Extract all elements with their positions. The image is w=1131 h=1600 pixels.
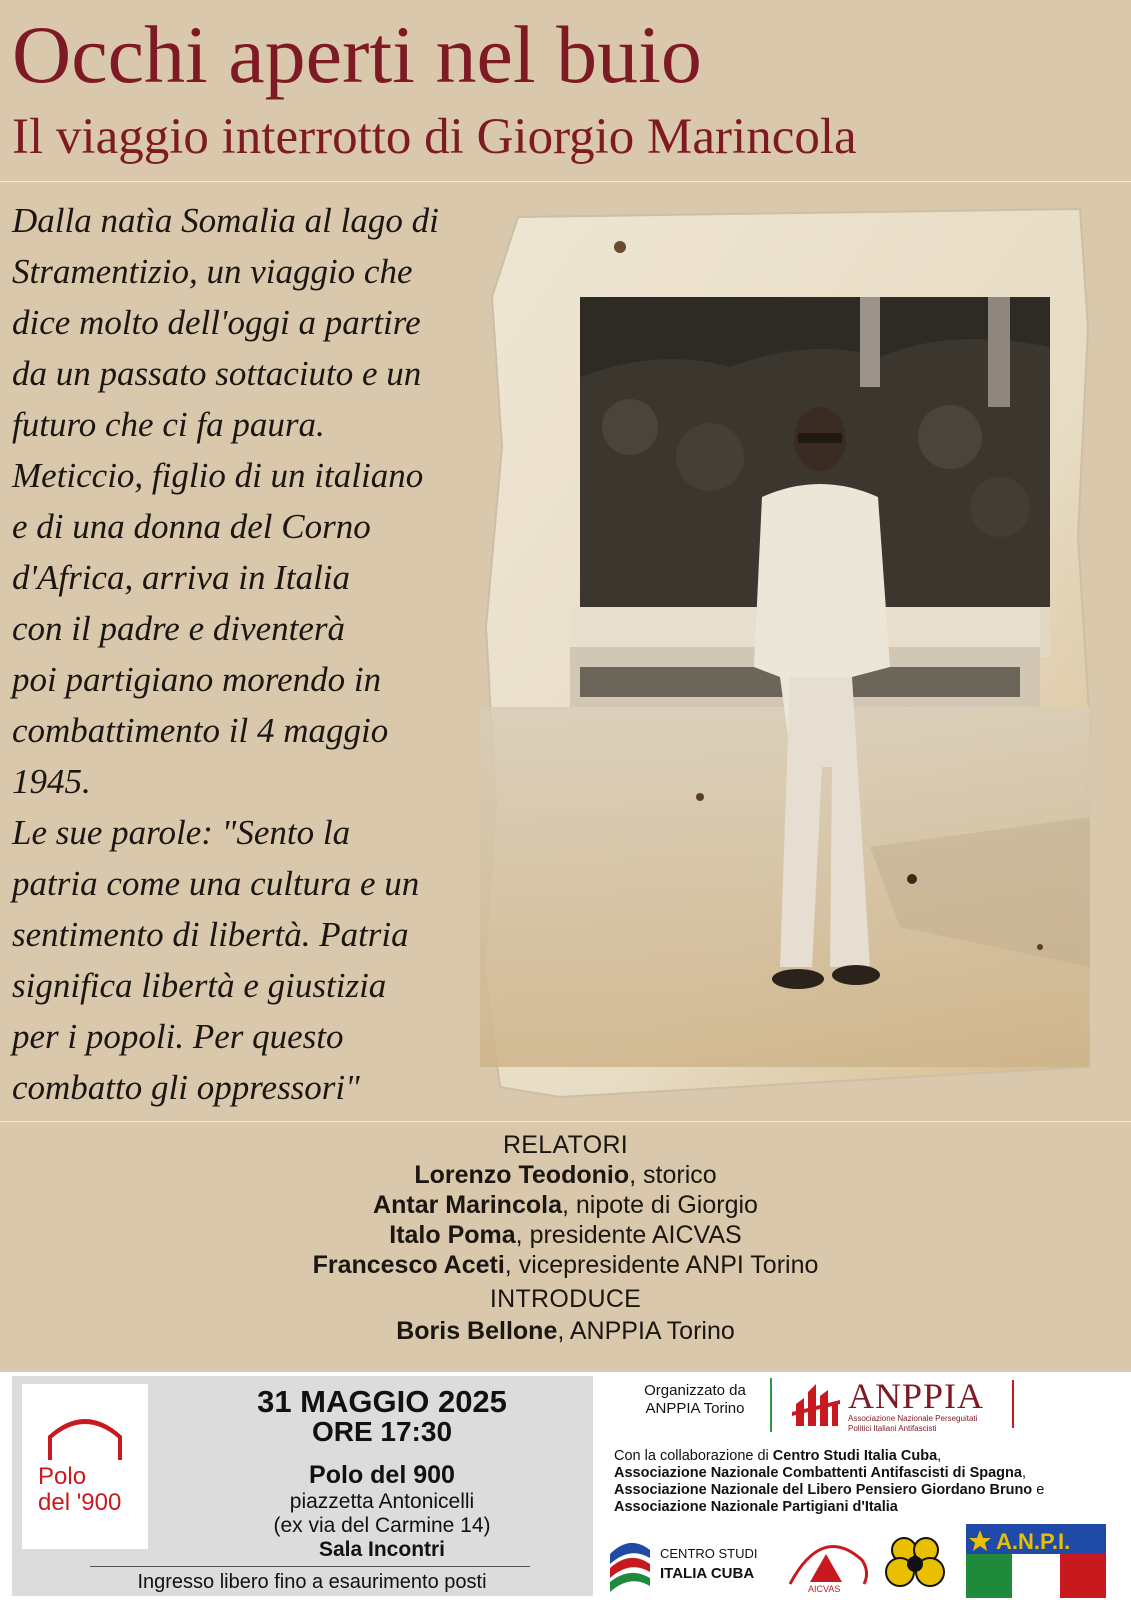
speaker-role: , nipote di Giorgio bbox=[561, 1191, 758, 1219]
aicvas-logo-text: AICVAS bbox=[808, 1584, 841, 1594]
collab-conj: e bbox=[1032, 1482, 1045, 1498]
anppia-logo-subtitle bbox=[848, 1414, 977, 1434]
poster-header bbox=[0, 0, 1131, 182]
event-info-panel bbox=[12, 1376, 593, 1596]
speaker-name: Francesco Aceti bbox=[312, 1251, 505, 1279]
intro-entry bbox=[0, 1316, 1131, 1346]
story-line: per i popoli. Per questo bbox=[12, 1017, 344, 1056]
story-line: combattimento il 4 maggio bbox=[12, 711, 389, 750]
story-line: poi partigiano morendo in bbox=[12, 660, 382, 699]
speaker-entry bbox=[0, 1160, 1131, 1190]
polo-logo-line2: del '900 bbox=[38, 1489, 122, 1516]
speaker-name: Italo Poma bbox=[389, 1221, 516, 1249]
pansy-logo bbox=[886, 1538, 944, 1586]
organizer-label-line2: ANPPIA Torino bbox=[645, 1400, 745, 1417]
cuba-logo-line1: CENTRO STUDI bbox=[660, 1546, 758, 1561]
story-line: Meticcio, figlio di un italiano bbox=[12, 456, 424, 495]
polo-arch-icon bbox=[48, 1416, 122, 1460]
speaker-role: , presidente AICVAS bbox=[515, 1221, 742, 1249]
event-time: ORE 17:30 bbox=[311, 1416, 453, 1447]
speaker-role: , storico bbox=[629, 1161, 717, 1189]
entry-note: Ingresso libero fino a esaurimento posti bbox=[137, 1571, 487, 1593]
event-venue: Polo del 900 bbox=[309, 1461, 455, 1489]
footer-section bbox=[0, 1372, 1131, 1600]
divider bbox=[770, 1378, 772, 1432]
story-line: combatto gli oppressori" bbox=[12, 1068, 360, 1107]
anpi-logo bbox=[966, 1524, 1106, 1598]
story-line: da un passato sottaciuto e un bbox=[12, 354, 422, 393]
speaker-entry bbox=[0, 1190, 1131, 1220]
event-address-note: (ex via del Carmine 14) bbox=[273, 1514, 491, 1537]
vintage-portrait-photo bbox=[480, 207, 1104, 1105]
story-line: dice molto dell'oggi a partire bbox=[12, 303, 421, 342]
organizer-label-line1: Organizzato da bbox=[644, 1382, 746, 1399]
polo-logo-text bbox=[38, 1464, 121, 1516]
partner-logos bbox=[600, 1524, 1125, 1598]
story-line: Stramentizio, un viaggio che bbox=[12, 252, 413, 291]
speaker-name: Antar Marincola bbox=[373, 1191, 562, 1219]
speaker-entry bbox=[0, 1220, 1131, 1250]
speaker-entry bbox=[0, 1250, 1131, 1280]
collab-org: Associazione Nazionale Combattenti Antifascisti di Spagna bbox=[614, 1465, 1022, 1481]
organizer-label bbox=[630, 1382, 760, 1418]
divider bbox=[1012, 1380, 1014, 1428]
anppia-logo-sub1: Associazione Nazionale Perseguitati bbox=[848, 1414, 978, 1423]
event-room: Sala Incontri bbox=[318, 1538, 446, 1561]
anppia-emblem-icon bbox=[790, 1378, 842, 1430]
anppia-logo-name: ANPPIA bbox=[848, 1376, 985, 1416]
intro-heading: INTRODUCE bbox=[489, 1285, 642, 1313]
story-line: futuro che ci fa paura. bbox=[12, 405, 325, 444]
story-text bbox=[12, 195, 482, 1113]
collab-org: Associazione Nazionale del Libero Pensiero Giordano Bruno bbox=[614, 1482, 1033, 1498]
story-line: Dalla natìa Somalia al lago di bbox=[12, 201, 439, 240]
collab-intro: Con la collaborazione di bbox=[614, 1448, 773, 1464]
divider bbox=[90, 1566, 530, 1567]
speaker-role: , vicepresidente ANPI Torino bbox=[504, 1251, 819, 1279]
anppia-logo bbox=[790, 1376, 1020, 1434]
event-address: piazzetta Antonicelli bbox=[289, 1490, 475, 1513]
polo-logo-line1: Polo bbox=[38, 1463, 87, 1490]
intro-role: , ANPPIA Torino bbox=[557, 1317, 735, 1345]
event-date: 31 MAGGIO 2025 bbox=[257, 1384, 507, 1419]
anppia-logo-sub2: Politici Italiani Antifascisti bbox=[848, 1424, 937, 1433]
collaboration-text: Con la collaborazione di Centro Studi Italia Cuba, Associazione Nazionale Combattenti Antifascisti di Spagna, Associazione Nazionale del Libero Pensiero Giordano Bruno e Associazione Nazionale Partigiani d'Italia bbox=[614, 1448, 1045, 1515]
story-line: con il padre e diventerà bbox=[12, 609, 346, 648]
story-line: sentimento di libertà. Patria bbox=[12, 915, 409, 954]
speakers-heading: RELATORI bbox=[502, 1131, 629, 1159]
story-line: patria come una cultura e un bbox=[12, 864, 420, 903]
collab-org: Centro Studi Italia Cuba bbox=[772, 1448, 938, 1464]
poster-subtitle: Il viaggio interrotto di Giorgio Marincola bbox=[12, 109, 857, 165]
cuba-logo-line2: ITALIA CUBA bbox=[660, 1565, 755, 1582]
story-line: 1945. bbox=[12, 762, 91, 801]
speaker-name: Lorenzo Teodonio bbox=[414, 1161, 630, 1189]
intro-name: Boris Bellone bbox=[396, 1317, 558, 1345]
polo-del-900-logo bbox=[22, 1384, 148, 1549]
centro-studi-italia-cuba-logo bbox=[610, 1543, 758, 1592]
story-line: significa libertà e giustizia bbox=[12, 966, 387, 1005]
story-line: e di una donna del Corno bbox=[12, 507, 371, 546]
speakers-section bbox=[0, 1121, 1131, 1372]
story-section bbox=[0, 183, 1131, 1121]
collab-org: Associazione Nazionale Partigiani d'Italia bbox=[614, 1499, 898, 1515]
aicvas-logo bbox=[790, 1547, 867, 1595]
poster-title: Occhi aperti nel buio bbox=[12, 9, 702, 100]
story-line: Le sue parole: "Sento la bbox=[12, 813, 351, 852]
anpi-logo-text: A.N.P.I. bbox=[996, 1529, 1071, 1554]
story-line: d'Africa, arriva in Italia bbox=[12, 558, 351, 597]
